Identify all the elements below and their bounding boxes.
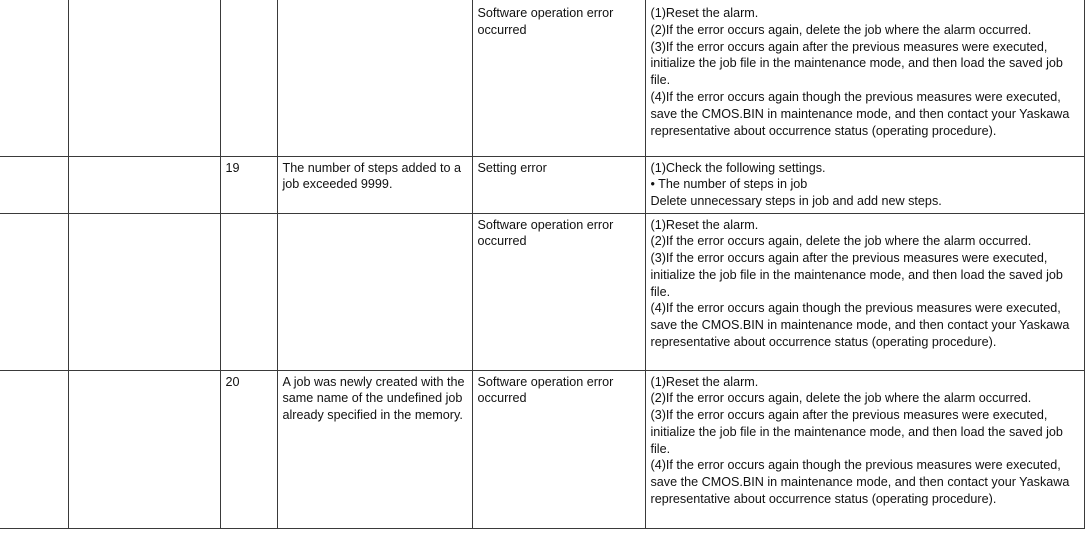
meaning-cell: The number of steps added to a job exceeded 9999.: [277, 156, 472, 213]
alarm-number-cell: [0, 213, 68, 370]
meaning-cell: [277, 213, 472, 370]
remedy-step: (4)If the error occurs again though the previous measures were executed, save the CMOS.BIN in maintenance mode, and then contact your Yaskawa representative about occurrence status (operating procedure).: [650, 301, 1070, 350]
remedy-step: Delete unnecessary steps in job and add new steps.: [650, 194, 942, 209]
sub-code-cell: [220, 213, 277, 370]
alarm-number-cell: [0, 370, 68, 528]
cause-cell: Software operation error occurred: [472, 370, 645, 528]
cause-cell: Software operation error occurred: [472, 0, 645, 156]
remedy-step: (1)Reset the alarm.: [650, 374, 759, 389]
remedy-step: (2)If the error occurs again, delete the job where the alarm occurred.: [650, 391, 1032, 406]
cause-cell: Setting error: [472, 156, 645, 213]
remedy-step: (4)If the error occurs again though the previous measures were executed, save the CMOS.BIN in maintenance mode, and then contact your Yaskawa representative about occurrence status (operating procedure).: [650, 89, 1070, 138]
alarm-number-cell: [0, 156, 68, 213]
table-row: [0, 0, 1084, 156]
remedy-step: (1)Reset the alarm.: [650, 6, 759, 20]
remedy-step: (3)If the error occurs again after the previous measures were executed, initialize the job file in the maintenance mode, and then load the saved job file.: [650, 251, 1063, 299]
alarm-name-cell: [68, 0, 220, 156]
table-row: [0, 156, 1084, 213]
cause-cell: Software operation error occurred: [472, 213, 645, 370]
alarm-name-cell: [68, 156, 220, 213]
remedy-step: (1)Check the following settings.: [650, 160, 826, 175]
alarm-number-cell: [0, 0, 68, 156]
remedy-cell: [645, 370, 1084, 528]
alarm-name-cell: [68, 370, 220, 528]
alarm-name-cell: [68, 213, 220, 370]
remedy-cell: [645, 156, 1084, 213]
remedy-step: • The number of steps in job: [650, 177, 808, 192]
remedy-step: (2)If the error occurs again, delete the job where the alarm occurred.: [650, 22, 1032, 37]
sub-code-cell: 19: [220, 156, 277, 213]
remedy-step: (3)If the error occurs again after the previous measures were executed, initialize the job file in the maintenance mode, and then load the saved job file.: [650, 408, 1063, 456]
remedy-step: (3)If the error occurs again after the previous measures were executed, initialize the job file in the maintenance mode, and then load the saved job file.: [650, 39, 1063, 88]
remedy-step: (2)If the error occurs again, delete the job where the alarm occurred.: [650, 234, 1032, 249]
remedy-cell: [645, 0, 1084, 156]
sub-code-cell: 20: [220, 370, 277, 528]
table-row: [0, 213, 1084, 370]
remedy-step: (1)Reset the alarm.: [650, 217, 759, 232]
remedy-cell: [645, 213, 1084, 370]
sub-code-cell: [220, 0, 277, 156]
table-row: [0, 370, 1084, 528]
meaning-cell: A job was newly created with the same name of the undefined job already specified in the memory.: [277, 370, 472, 528]
remedy-step: (4)If the error occurs again though the previous measures were executed, save the CMOS.BIN in maintenance mode, and then contact your Yaskawa representative about occurrence status (operating procedure).: [650, 458, 1070, 507]
meaning-cell: [277, 0, 472, 156]
